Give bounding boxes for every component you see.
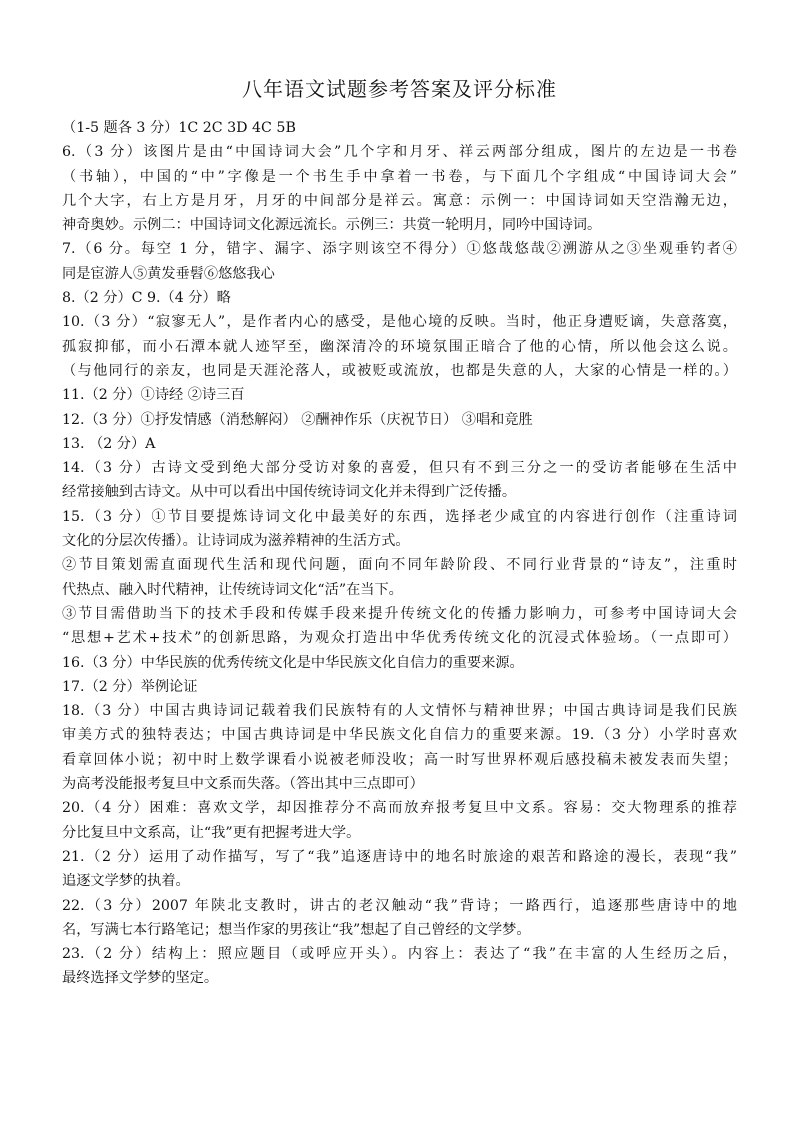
answer-line: 15.（3 分）①节目要提炼诗词文化中最美好的东西，选择老少咸宜的内容进行创作（注重诗词: [62, 508, 737, 525]
answer-line: （书轴），中国的“中”字像是一个书生手中拿着一书卷，与下面几个字组成“中国诗词大会”: [62, 168, 737, 185]
answer-line: （1-5 题各 3 分）1C 2C 3D 4C 5B: [62, 120, 296, 136]
answer-line: 20.（4 分）困难：喜欢文学，却因推荐分不高而放弃报考复旦中文系。容易：交大物理系的推荐: [62, 800, 737, 817]
answer-line: 7.（6 分。每空 1 分，错字、漏字、添字则该空不得分）①悠哉悠哉②溯游从之③坐观垂钓者④: [62, 241, 737, 258]
answer-text-block: [62, 116, 737, 991]
answer-line: 17.（2 分）举例论证: [62, 678, 198, 695]
answer-line: 分比复旦中文系高，让“我”更有把握考进大学。: [62, 824, 361, 841]
answer-line: 经常接触到古诗文。从中可以看出中国传统诗词文化并未得到广泛传播。: [62, 484, 517, 501]
answer-line: 代热点、融入时代精神，让传统诗词文化“活”在当下。: [62, 581, 403, 598]
answer-line: 10.（3 分）“寂寥无人”，是作者内心的感受，是他心境的反映。当时，他正身遭贬谪，失意落寞，: [62, 314, 737, 331]
answer-line: 为高考没能报考复旦中文系而失落。（答出其中三点即可）: [62, 776, 424, 793]
answer-line: 6.（3 分）该图片是由“中国诗词大会”几个字和月牙、祥云两部分组成，图片的左边是一书卷: [62, 144, 737, 161]
answer-line: 神奇奥妙。示例二：中国诗词文化源远流长。示例三：共赏一轮明月，同吟中国诗词。: [62, 217, 602, 234]
answer-line: 13. （2 分）A: [62, 435, 156, 452]
page-title: 八年语文试题参考答案及评分标准: [242, 77, 557, 101]
answer-line: “思想+艺术+技术”的创新思路，为观众打造出中华优秀传统文化的沉浸式体验场。（一点即可）: [62, 630, 737, 647]
answer-line: 审美方式的独特表达；中国古典诗词是中华民族文化自信力的重要来源。19.（3 分）小学时喜欢: [62, 727, 737, 744]
answer-line: ②节目策划需直面现代生活和现代问题，面向不同年龄阶段、不同行业背景的“诗友”，注重时: [62, 557, 737, 574]
answer-line: 23.（2 分）结构上：照应题目（或呼应开头）。内容上：表达了“我”在丰富的人生经历之后，: [62, 946, 737, 963]
answer-line: 名，写满七本行路笔记；想当作家的男孩让“我”想起了自己曾经的文学梦。: [62, 921, 531, 938]
answer-line: 文化的分层次传播）。让诗词成为滋养精神的生活方式。: [62, 533, 410, 550]
answer-line: 8.（2 分）C 9.（4 分）略: [62, 290, 231, 307]
answer-line: （与他同行的亲友，也同是天涯沦落人，或被贬或流放，也都是失意的人，大家的心情是一样的。）: [62, 362, 737, 379]
answer-line: 21.（2 分）运用了动作描写，写了“我”追逐唐诗中的地名时旅途的艰苦和路途的漫长，表现“我”: [62, 848, 737, 865]
answer-line: 看章回体小说；初中时上数学课看小说被老师没收；高一时写世界杯观后感投稿未被发表而失望；: [62, 751, 737, 768]
answer-line: 18.（3 分）中国古典诗词记载着我们民族特有的人文情怀与精神世界；中国古典诗词是我们民族: [62, 703, 737, 720]
answer-line: 12.（3 分）①抒发情感（消愁解闷） ②酬神作乐（庆祝节日） ③唱和竞胜: [62, 411, 533, 428]
answer-line: 22.（3 分）2007 年陕北支教时，讲古的老汉触动“我”背诗；一路西行，追逐那些唐诗中的地: [62, 897, 737, 914]
answer-line: 最终选择文学梦的坚定。: [62, 970, 219, 987]
answer-line: 同是宦游人⑤黄发垂髫⑥悠悠我心: [62, 265, 275, 282]
answer-line: 14.（3 分）古诗文受到绝大部分受访对象的喜爱，但只有不到三分之一的受访者能够在生活中: [62, 460, 737, 477]
answer-line: 16.（3 分）中华民族的优秀传统文化是中华民族文化自信力的重要来源。: [62, 654, 524, 671]
answer-line: 11.（2 分）①诗经 ②诗三百: [62, 387, 245, 404]
answer-line: ③节目需借助当下的技术手段和传媒手段来提升传统文化的传播力影响力，可参考中国诗词大会: [62, 605, 737, 622]
answer-line: 几个大字，右上方是月牙，月牙的中间部分是祥云。寓意：示例一：中国诗词如天空浩瀚无边，: [62, 192, 737, 209]
answer-line: 孤寂抑郁，而小石潭本就人迹罕至，幽深清冷的环境氛围正暗合了他的心情，所以他会这么说。: [62, 338, 737, 355]
answer-line: 追逐文学梦的执着。: [62, 873, 190, 890]
